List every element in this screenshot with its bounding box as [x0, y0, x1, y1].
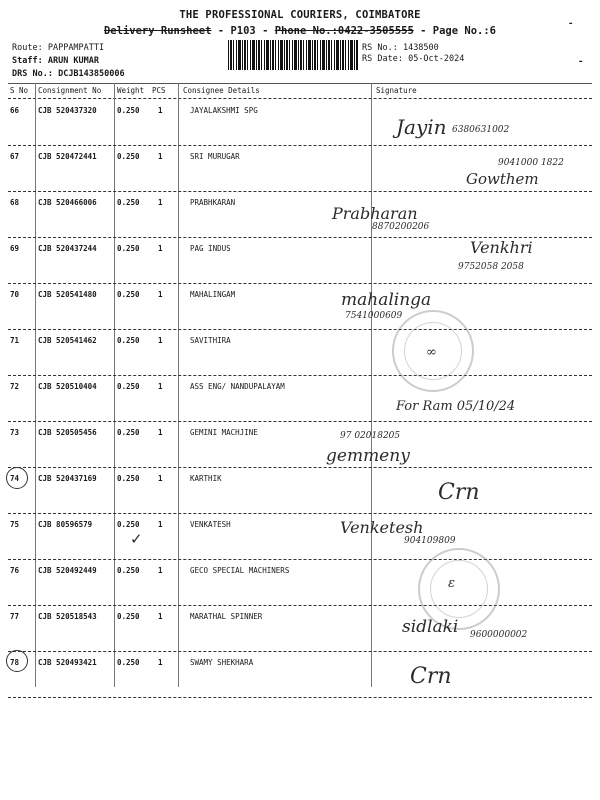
- signature-67: Gowthem: [466, 170, 539, 188]
- row-weight: 0.250: [117, 106, 140, 115]
- col-header-consignee: Consignee Details: [183, 86, 260, 95]
- row-consignment-no: CJB 520541462: [38, 336, 97, 345]
- row-pcs: 1: [158, 566, 163, 575]
- signature-67-phone: 9041000 1822: [498, 158, 564, 168]
- col-header-signature: Signature: [376, 86, 417, 95]
- barcode: [228, 40, 358, 70]
- row-weight: 0.250: [117, 336, 140, 345]
- row-weight: 0.250: [117, 382, 140, 391]
- signature-73-phone: 97 02018205: [340, 431, 401, 441]
- row-consignee: ASS ENG/ NANDUPALAYAM: [190, 382, 285, 391]
- signature-66: Jayin: [396, 115, 447, 139]
- row-consignee: PAG INDUS: [190, 244, 231, 253]
- rs-no-line: RS No.: 1438500: [362, 43, 439, 53]
- row-pcs: 1: [158, 106, 163, 115]
- table-row: [0, 284, 600, 330]
- col-header-consignment: Consignment No: [38, 86, 102, 95]
- col-header-sno: S No: [10, 86, 29, 95]
- row-sno: 69: [10, 244, 20, 253]
- signature-68-phone: 8870200206: [372, 222, 430, 232]
- row-consignee: VENKATESH: [190, 520, 231, 529]
- table-row: [0, 652, 600, 698]
- drs-value: DCJB143850006: [58, 69, 125, 79]
- table-row: [0, 330, 600, 376]
- signature-76-scribble: ε: [448, 576, 455, 591]
- row-consignee: KARTHIK: [190, 474, 222, 483]
- col-header-weight: Weight: [117, 86, 145, 95]
- rs-date-line: RS Date: 05-Oct-2024: [362, 54, 465, 64]
- row-consignment-no: CJB 520493421: [38, 658, 97, 667]
- signature-75: Venketesh: [340, 518, 424, 537]
- row-weight: 0.250: [117, 474, 140, 483]
- row-consignee: MAHALINGAM: [190, 290, 236, 299]
- table-row: [0, 560, 600, 606]
- row-pcs: 1: [158, 198, 163, 207]
- row-pcs: 1: [158, 290, 163, 299]
- company-title: THE PROFESSIONAL COURIERS, COIMBATORE: [179, 9, 421, 21]
- table-top-rule: [8, 83, 592, 84]
- row-consignee: SWAMY SHEKHARA: [190, 658, 254, 667]
- row-sno: 67: [10, 152, 20, 161]
- tick-mark: ✓: [130, 530, 143, 548]
- staff-value: ARUN KUMAR: [47, 56, 100, 66]
- row-pcs: 1: [158, 612, 163, 621]
- table-row: [0, 606, 600, 652]
- row-consignment-no: CJB 520541480: [38, 290, 97, 299]
- row-weight: 0.250: [117, 152, 140, 161]
- row-weight: 0.250: [117, 612, 140, 621]
- page-number: Page No.:6: [432, 25, 496, 37]
- signature-77-phone: 9600000002: [470, 630, 528, 640]
- signature-72: For Ram 05/10/24: [396, 399, 516, 414]
- row-sno: 71: [10, 336, 20, 345]
- runsheet-subtitle: Delivery Runsheet - P103 - Phone No.:0422-3505555 - Page No.:6: [103, 25, 496, 37]
- signature-77: sidlaki: [402, 617, 459, 637]
- staff-line: Staff: ARUN KUMAR: [12, 56, 100, 66]
- signature-75-phone: 904109809: [404, 536, 456, 546]
- row-consignee: SRI MURUGAR: [190, 152, 240, 161]
- row-pcs: 1: [158, 336, 163, 345]
- row-consignment-no: CJB 520510404: [38, 382, 97, 391]
- signature-68: Prabharan: [332, 204, 418, 223]
- row-sno: 68: [10, 198, 20, 207]
- signature-69: Venkhri: [470, 238, 533, 257]
- row-sno: 66: [10, 106, 20, 115]
- row-pcs: 1: [158, 428, 163, 437]
- drs-line: DRS No.: DCJB143850006: [12, 69, 125, 79]
- header-rule: [8, 98, 592, 99]
- route-line: Route: PAPPAMPATTI: [12, 43, 105, 53]
- row-consignment-no: CJB 80596579: [38, 520, 93, 529]
- row-pcs: 1: [158, 152, 163, 161]
- signature-70-phone: 7541000609: [345, 311, 403, 321]
- row-weight: 0.250: [117, 290, 140, 299]
- circled-row-mark: [6, 467, 28, 489]
- row-sno: 73: [10, 428, 20, 437]
- row-weight: 0.250: [117, 658, 140, 667]
- row-pcs: 1: [158, 474, 163, 483]
- signature-73: gemmeny: [326, 446, 410, 466]
- row-consignee: GEMINI MACHJINE: [190, 428, 258, 437]
- signature-71-scribble: ∞: [426, 345, 437, 360]
- table-row: [0, 192, 600, 238]
- row-consignee: MARATHAL SPINNER: [190, 612, 263, 621]
- row-weight: 0.250: [117, 520, 140, 529]
- route-value: PAPPAMPATTI: [47, 43, 105, 53]
- col-header-pcs: PCS: [152, 86, 166, 95]
- signature-66-phone: 6380631002: [452, 125, 510, 135]
- table-row: [0, 422, 600, 468]
- row-consignment-no: CJB 520505456: [38, 428, 97, 437]
- signature-74: Crn: [438, 480, 480, 505]
- phone-number: Phone No.:0422-3505555: [274, 25, 414, 37]
- row-sno: 74: [10, 474, 20, 483]
- row-consignee: PRABHKARAN: [190, 198, 236, 207]
- row-consignee: JAYALAKSHMI SPG: [190, 106, 258, 115]
- runsheet-label: Delivery Runsheet: [103, 25, 212, 37]
- circled-row-mark: [6, 650, 28, 672]
- row-weight: 0.250: [117, 244, 140, 253]
- row-weight: 0.250: [117, 428, 140, 437]
- row-pcs: 1: [158, 244, 163, 253]
- row-consignee: GECO SPECIAL MACHINERS: [190, 566, 290, 575]
- row-consignment-no: CJB 520518543: [38, 612, 97, 621]
- signature-78: Crn: [410, 664, 452, 689]
- table-row: [0, 100, 600, 146]
- row-pcs: 1: [158, 382, 163, 391]
- row-sno: 70: [10, 290, 20, 299]
- row-consignee: SAVITHIRA: [190, 336, 231, 345]
- row-consignment-no: CJB 520437320: [38, 106, 97, 115]
- rs-date-value: 05-Oct-2024: [408, 54, 465, 64]
- row-consignment-no: CJB 520472441: [38, 152, 97, 161]
- row-pcs: 1: [158, 520, 163, 529]
- row-sno: 75: [10, 520, 20, 529]
- rs-no-value: 1438500: [402, 43, 439, 53]
- corner-marker: -: [578, 57, 584, 67]
- row-sno: 78: [10, 658, 20, 667]
- row-consignment-no: CJB 520437169: [38, 474, 97, 483]
- row-sno: 72: [10, 382, 20, 391]
- row-separator: [8, 697, 592, 698]
- row-pcs: 1: [158, 658, 163, 667]
- row-consignment-no: CJB 520437244: [38, 244, 97, 253]
- table-row: [0, 514, 600, 560]
- table-row: [0, 468, 600, 514]
- row-consignment-no: CJB 520466006: [38, 198, 97, 207]
- row-consignment-no: CJB 520492449: [38, 566, 97, 575]
- row-sno: 77: [10, 612, 20, 621]
- row-weight: 0.250: [117, 198, 140, 207]
- signature-69-phone: 9752058 2058: [458, 262, 524, 272]
- signature-70: mahalinga: [341, 290, 432, 310]
- row-weight: 0.250: [117, 566, 140, 575]
- row-sno: 76: [10, 566, 20, 575]
- route-code: P103: [230, 25, 256, 37]
- corner-marker: -: [568, 19, 574, 29]
